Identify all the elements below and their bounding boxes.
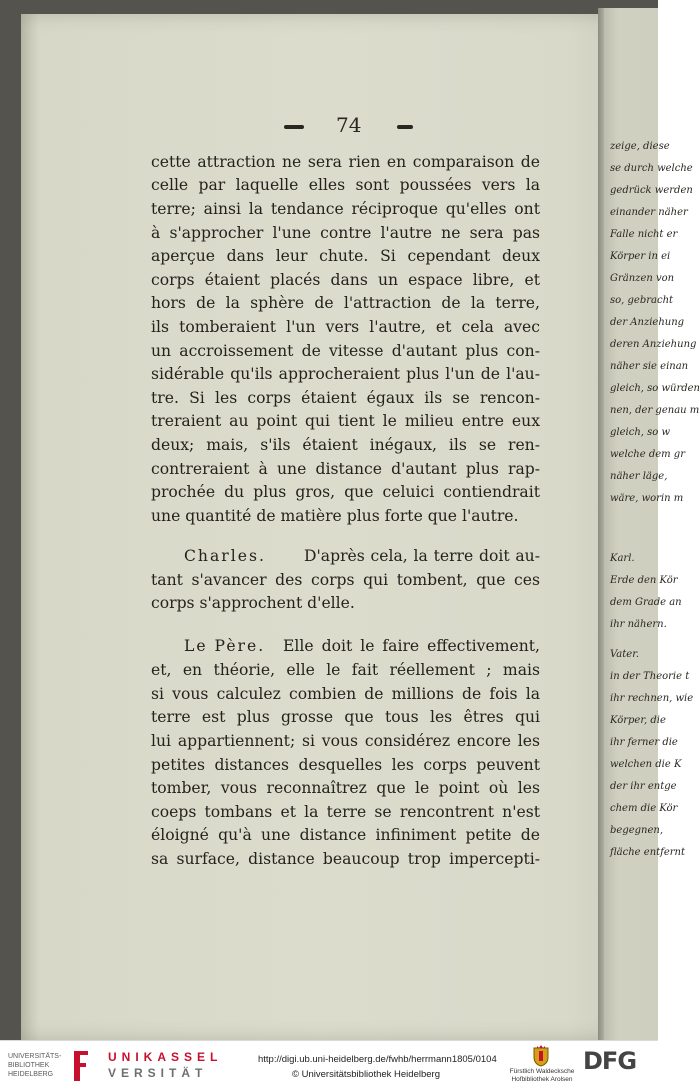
heidelberg-emblem-icon bbox=[70, 1049, 92, 1083]
text-line: sa surface, distance beaucoup trop impercepti- bbox=[151, 850, 540, 868]
text-line: D'après cela, la terre doit au- bbox=[304, 547, 540, 565]
facing-page-text: Erde den Kör bbox=[610, 575, 678, 586]
text-line: terre; ainsi la tendance réciproque qu'elles ont bbox=[151, 200, 540, 218]
speaker-charles: Charles. bbox=[184, 547, 266, 565]
text-line: une quantité de matière plus forte que l'autre. bbox=[151, 507, 519, 525]
text-line: hors de la sphère de l'attraction de la terre, bbox=[151, 294, 540, 312]
text-line: lui appartiennent; si vous considérez encore les bbox=[151, 732, 540, 750]
permalink-url[interactable]: http://digi.ub.uni-heidelberg.de/fwhb/herrmann1805/0104 bbox=[258, 1054, 497, 1065]
text-line: un accroissement de vitesse d'autant plus con- bbox=[151, 342, 540, 360]
facing-page-text: welchen die K bbox=[610, 759, 682, 770]
facing-page-text: gleich, so würden bbox=[610, 383, 700, 394]
text-line: aperçue dans leur chute. Si cependant deux bbox=[151, 247, 540, 265]
arolsen-crest-icon bbox=[532, 1045, 550, 1067]
facing-page-text: in der Theorie t bbox=[610, 671, 690, 682]
footer-bar bbox=[0, 1040, 658, 1090]
facing-page-text: Falle nicht er bbox=[610, 229, 678, 240]
facing-page-text: welche dem gr bbox=[610, 449, 685, 460]
text-line: ils tomberaient l'un vers l'autre, et cela avec bbox=[151, 318, 540, 336]
text-line: celle par laquelle elles sont poussées vers la bbox=[151, 176, 540, 194]
arolsen-library-logo[interactable] bbox=[504, 1068, 580, 1084]
text-line: deux; mais, s'ils étaient inégaux, ils se ren- bbox=[151, 436, 540, 454]
kassel-university-logo[interactable] bbox=[108, 1049, 222, 1081]
facing-page-text: näher sie einan bbox=[610, 361, 689, 372]
facing-page-fragment bbox=[604, 8, 700, 1040]
text-line: corps étaient placés dans un espace libre, et bbox=[151, 271, 540, 289]
text-line: contreraient à une distance d'autant plus rap- bbox=[151, 460, 540, 478]
facing-page-text: nen, der genau m bbox=[610, 405, 700, 416]
text-line: coeps tombans et la terre se rencontrent n'est bbox=[151, 803, 540, 821]
facing-page-text: der Anziehung bbox=[610, 317, 685, 328]
copyright-notice: © Universitätsbibliothek Heidelberg bbox=[292, 1069, 440, 1080]
facing-page-text: Vater. bbox=[610, 649, 640, 660]
page-header bbox=[0, 113, 658, 143]
facing-page-text: gleich, so w bbox=[610, 427, 671, 438]
facing-page-text: der ihr entge bbox=[610, 781, 677, 792]
facing-page-text: ihr nähern. bbox=[610, 619, 667, 630]
facing-page-text: so, gebracht bbox=[610, 295, 674, 306]
facing-page-text: Gränzen von bbox=[610, 273, 675, 284]
text-line: Elle doit le faire effectivement, bbox=[283, 637, 540, 655]
facing-page-text: näher läge, bbox=[610, 471, 668, 482]
text-line: corps s'approchent d'elle. bbox=[151, 594, 355, 612]
facing-page-text: Körper, die bbox=[610, 715, 666, 726]
text-line: à s'approcher l'une contre l'autre ne sera pas bbox=[151, 224, 540, 242]
dfg-logo[interactable]: DFG bbox=[583, 1047, 637, 1075]
heidelberg-logo-line: HEIDELBERG bbox=[8, 1071, 54, 1078]
speaker-pere: Le Père. bbox=[184, 637, 266, 655]
text-line: cette attraction ne sera rien en comparaison de bbox=[151, 153, 540, 171]
facing-page-text: begegnen, bbox=[610, 825, 664, 836]
arolsen-logo-line: Fürstlich Waldecksche bbox=[509, 1068, 575, 1075]
text-line: petites distances desquelles les corps peuvent bbox=[151, 756, 540, 774]
facing-page-text: chem die Kör bbox=[610, 803, 678, 814]
facing-page-text: zeige, diese bbox=[610, 141, 670, 152]
facing-page-text: wäre, worin m bbox=[610, 493, 684, 504]
text-line: tre. Si les corps étaient égaux ils se rencon- bbox=[151, 389, 540, 407]
facing-page-text: Karl. bbox=[610, 553, 635, 564]
heidelberg-library-logo[interactable] bbox=[8, 1052, 61, 1079]
facing-page-text: einander näher bbox=[610, 207, 688, 218]
header-dash-right bbox=[397, 125, 413, 129]
text-line: prochée du plus gros, que celuici contiendrait bbox=[151, 483, 540, 501]
facing-page-text: dem Grade an bbox=[610, 597, 682, 608]
facing-page-text: fläche entfernt bbox=[610, 847, 686, 858]
page-number: 74 bbox=[336, 113, 362, 137]
arolsen-logo-line: Hofbibliothek Arolsen bbox=[511, 1076, 573, 1083]
facing-page-text: deren Anziehung bbox=[610, 339, 697, 350]
facing-page-text: ihr ferner die bbox=[610, 737, 678, 748]
text-line: sidérable qu'ils approcheraient plus l'un de l'au- bbox=[151, 365, 540, 383]
text-line: tant s'avancer des corps qui tombent, que ces bbox=[151, 571, 540, 589]
kassel-logo-bottom: VERSITÄT bbox=[108, 1066, 208, 1080]
facing-page-text: gedrück werden bbox=[610, 185, 693, 196]
facing-page-text: se durch welche bbox=[610, 163, 693, 174]
text-line: tomber, vous reconnaîtrez que le point où les bbox=[151, 779, 540, 797]
text-line: et, en théorie, elle le fait réellement ; mais bbox=[151, 661, 540, 679]
text-line: terre est plus grosse que tous les êtres qui bbox=[151, 708, 540, 726]
heidelberg-logo-line: BIBLIOTHEK bbox=[8, 1062, 50, 1069]
facing-page-text: ihr rechnen, wie bbox=[610, 693, 694, 704]
facing-page-text: Körper in ei bbox=[610, 251, 671, 262]
header-dash-left bbox=[284, 125, 304, 129]
text-line: treraient au point qui tient le milieu entre eux bbox=[151, 412, 540, 430]
text-line: éloigné qu'à une distance infiniment petite de bbox=[151, 826, 540, 844]
heidelberg-logo-line: UNIVERSITÄTS- bbox=[8, 1053, 62, 1060]
kassel-logo-top: UNIKASSEL bbox=[108, 1050, 223, 1064]
text-line: si vous calculez combien de millions de fois la bbox=[151, 685, 540, 703]
